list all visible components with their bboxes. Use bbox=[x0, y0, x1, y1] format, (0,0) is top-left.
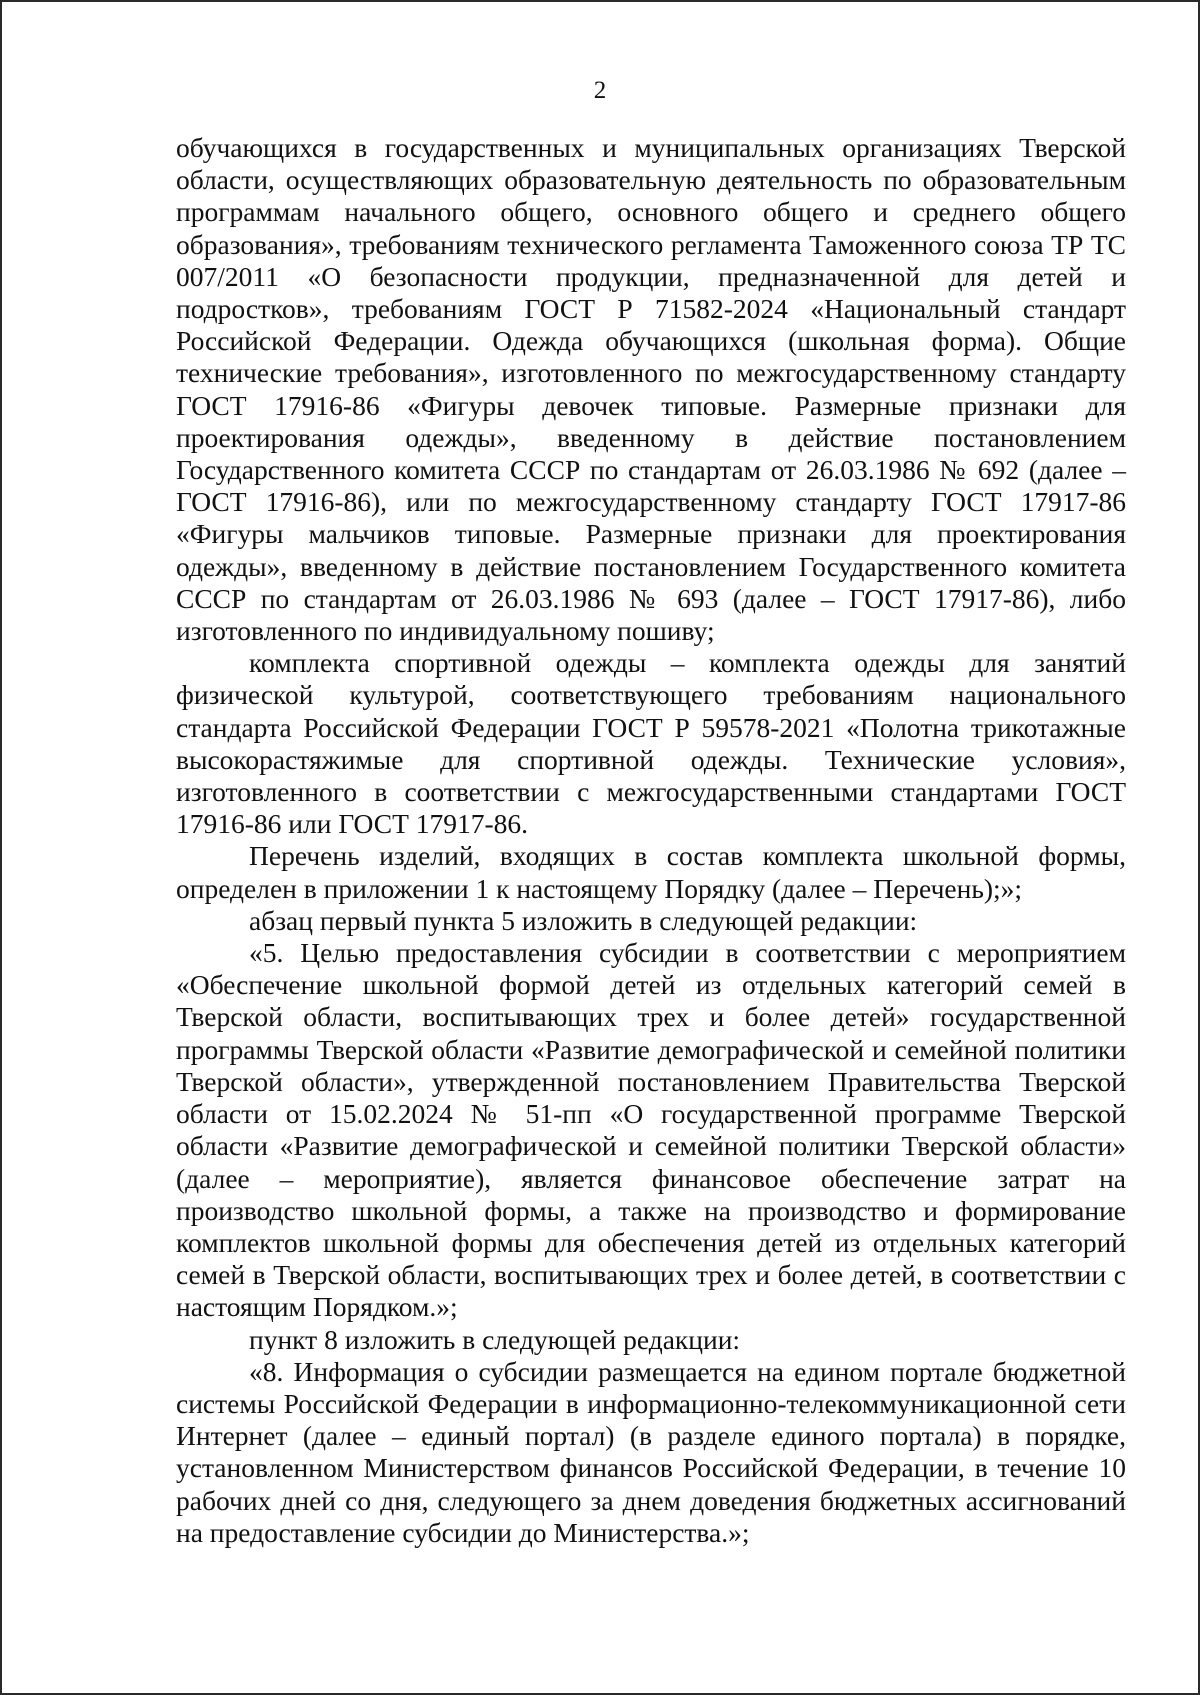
paragraph-clause-8: «8. Информация о субсидии размещается на едином портале бюджетной системы Российской Федерации в информационно-телекоммуникационной сети Интернет (далее – единый портал) (в разделе единого портала) в порядке, установленном Министерством финансов Российской Федерации, в течение 10 рабочих дней со дня, следующего за днем доведения бюджетных ассигнований на предоставление субсидии до Министерства.»; bbox=[176, 1355, 1126, 1548]
scan-border-top bbox=[0, 0, 1200, 2]
paragraph-clause-5: «5. Целью предоставления субсидии в соответствии с мероприятием «Обеспечение школьной формой детей из отдельных категорий семей в Тверской области, воспитывающих трех и более детей» государственной программы Тверской области «Развитие демографической и семейной политики Тверской области», утвержденной постановлением Правительства Тверской области от 15.02.2024 № 51-пп «О государственной программе Тверской области «Развитие демографической и семейной политики Тверской области» (далее – мероприятие), является финансовое обеспечение затрат на производство школьной формы, а также на производство и формирование комплектов школьной формы для обеспечения детей из отдельных категорий семей в Тверской области, воспитывающих трех и более детей, в соответствии с настоящим Порядком.»; bbox=[176, 937, 1126, 1323]
document-body bbox=[176, 132, 1126, 1549]
scan-border-left bbox=[0, 0, 2, 1695]
paragraph-amend-clause-8: пункт 8 изложить в следующей редакции: bbox=[249, 1323, 741, 1355]
page-number: 2 bbox=[593, 77, 607, 104]
paragraph-amend-clause-5: абзац первый пункта 5 изложить в следующей редакции: bbox=[249, 904, 918, 936]
paragraph-continuation: обучающихся в государственных и муниципальных организациях Тверской области, осуществляющих образовательную деятельность по образовательным программам начального общего, основного общего и среднего общего образования», требованиям технического регламента Таможенного союза ТР ТС 007/2011 «О безопасности продукции, предназначенной для детей и подростков», требованиям ГОСТ Р 71582-2024 «Национальный стандарт Российской Федерации. Одежда обучающихся (школьная форма). Общие технические требования», изготовленного по межгосударственному стандарту ГОСТ 17916-86 «Фигуры девочек типовые. Размерные признаки для проектирования одежды», введенному в действие постановлением Государственного комитета СССР по стандартам от 26.03.1986 № 692 (далее – ГОСТ 17916-86), или по межгосударственному стандарту ГОСТ 17917-86 «Фигуры мальчиков типовые. Размерные признаки для проектирования одежды», введенному в действие постановлением Государственного комитета СССР по стандартам от 26.03.1986 № 693 (далее – ГОСТ 17917-86), либо изготовленного по индивидуальному пошиву; bbox=[176, 132, 1126, 647]
paragraph-item-list: Перечень изделий, входящих в состав комплекта школьной формы, определен в приложении 1 к настоящему Порядку (далее – Перечень);»; bbox=[176, 840, 1126, 904]
paragraph-sports-uniform: комплекта спортивной одежды – комплекта одежды для занятий физической культурой, соответствующего требованиям национального стандарта Российской Федерации ГОСТ Р 59578-2021 «Полотна трикотажные высокорастяжимые для спортивной одежды. Технические условия», изготовленного в соответствии с межгосударственными стандартами ГОСТ 17916-86 или ГОСТ 17917-86. bbox=[176, 647, 1126, 840]
